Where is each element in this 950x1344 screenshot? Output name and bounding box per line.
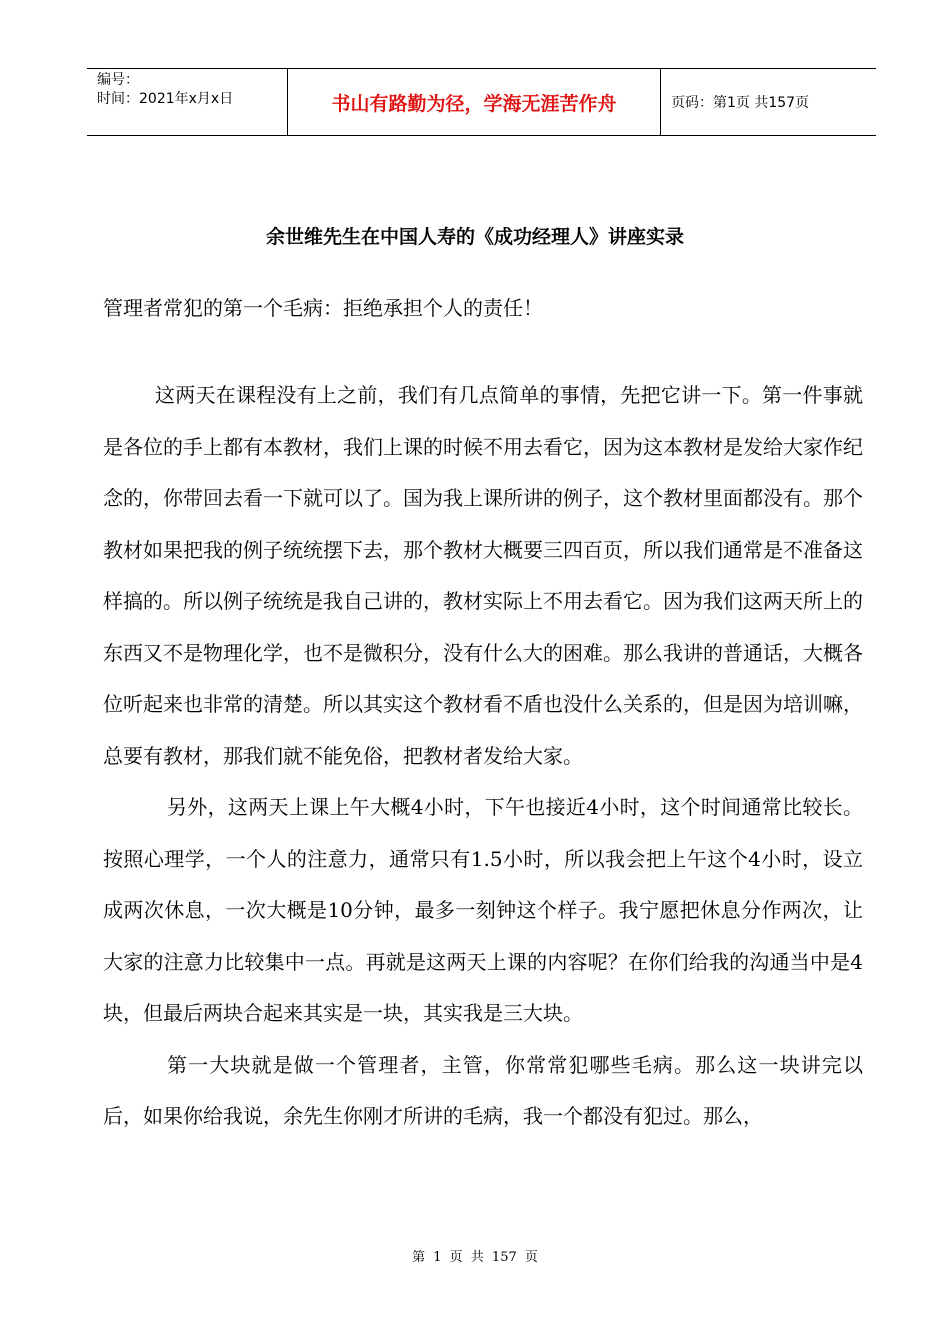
motto-text: 书山有路勤为径，学海无涯苦作舟 [331,92,617,115]
header-page-cell [661,69,876,135]
paragraph-3: 第一大块就是做一个管理者，主管，你常常犯哪些毛病。那么这一块讲完以后，如果你给我说，余先生你刚才所讲的毛病，我一个都没有犯过。那么， [103,1052,863,1128]
paragraph-1: 这两天在课程没有上之前，我们有几点简单的事情，先把它讲一下。第一件事就是各位的手上都有本教材，我们上课的时候不用去看它，因为这本教材是发给大家作纪念的，你带回去看一下就可以了。国为我上课所讲的例子，这个教材里面都没有。那个教材如果把我的例子统统摆下去，那个教材大概要三四百页，所以我们通常是不准备这样搞的。所以例子统统是我自己讲的，教材实际上不用去看它。因为我们这两天所上的东西又不是物理化学，也不是微积分，没有什么大的困难。那么我讲的普通话，大概各位听起来也非常的清楚。所以其实这个教材看不盾也没什么关系的，但是因为培训嘛，总要有教材，那我们就不能免俗，把教材者发给大家。 [103,383,863,768]
page-header [87,68,876,136]
header-motto-cell [288,69,661,135]
time-label: 时间：2021年x月x日 [97,91,234,107]
section-heading: 管理者常犯的第一个毛病：拒绝承担个人的责任！ [103,296,543,320]
serial-label: 编号： [97,72,139,88]
page-info: 页码：第1页 共157页 [671,95,810,111]
header-meta-cell [87,69,288,135]
paragraph-2: 另外，这两天上课上午大概4小时，下午也接近4小时，这个时间通常比较长。按照心理学，一个人的注意力，通常只有1.5小时，所以我会把上午这个4小时，设立成两次休息，一次大概是10分钟，最多一刻钟这个样子。我宁愿把休息分作两次，让大家的注意力比较集中一点。再就是这两天上课的内容呢？在你们给我的沟通当中是4块，但最后两块合起来其实是一块，其实我是三大块。 [103,795,863,1025]
document-body [103,370,863,1143]
document-title: 余世维先生在中国人寿的《成功经理人》讲座实录 [265,226,684,248]
page-footer: 第 1 页 共 157 页 [412,1250,538,1265]
